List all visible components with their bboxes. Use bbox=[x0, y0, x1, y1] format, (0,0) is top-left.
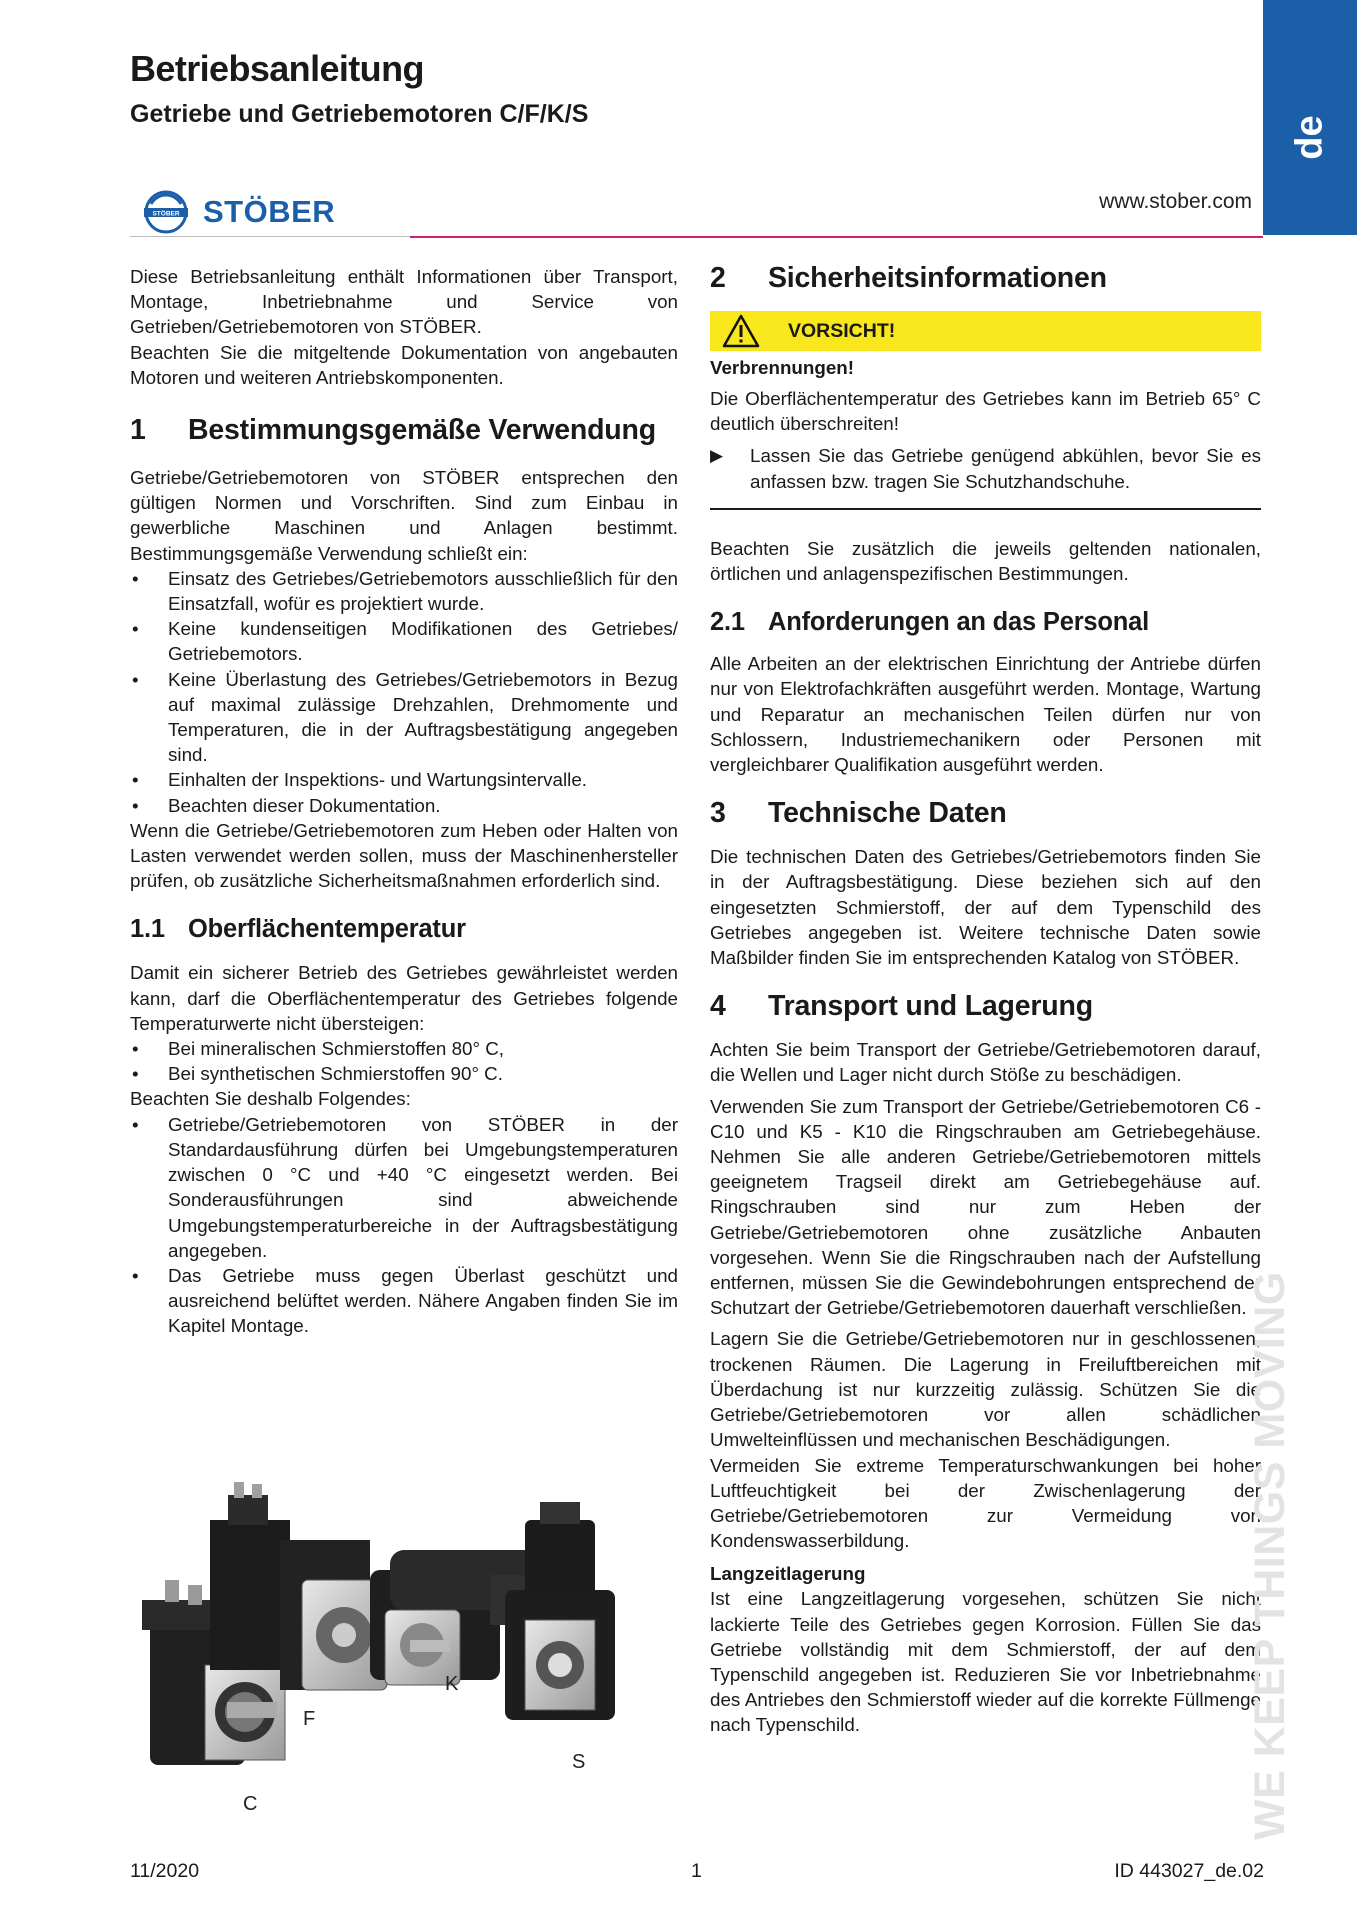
warning-paragraph: Die Oberflächentemperatur des Getriebes kann im Betrieb 65° C deutlich überschreiten! bbox=[710, 388, 1261, 435]
logo-mini-text: STÖBER bbox=[152, 210, 180, 218]
brand-claim-vertical: WE KEEP THINGS MOVING bbox=[1246, 1271, 1294, 1840]
section-1-heading bbox=[130, 414, 678, 447]
list-item: • Bei synthetischen Schmierstoffen 90° C. bbox=[130, 1061, 678, 1086]
left-column bbox=[130, 264, 678, 1339]
section-1-paragraph-2: Wenn die Getriebe/Getriebemotoren zum Heben oder Halten von Lasten verwendet werden sollen, muss der Maschinenhersteller prüfen, ob zusätzliche Sicherheitsmaßnahmen erforderlich sind. bbox=[130, 819, 678, 892]
product-figure bbox=[130, 1480, 710, 1835]
language-code: de bbox=[1288, 115, 1331, 160]
list-item: • Keine Überlastung des Getriebes/Getriebemotors in Bezug auf maximal zulässige Drehzahlen, Drehmomente und Temperaturen, die in der Auftragsbestätigung angegeben sind. bbox=[130, 667, 678, 768]
section-4-paragraph-4: Vermeiden Sie extreme Temperaturschwankungen bei hoher Luftfeuchtigkeit bei der Zwischenlagerung der Getriebe/Getriebemotoren zur Vermeidung von Kondenswasserbildung. bbox=[710, 1454, 1261, 1552]
header-rule-pink bbox=[410, 236, 1263, 238]
footer-page-number: 1 bbox=[691, 1860, 702, 1882]
list-item: • Getriebe/Getriebemotoren von STÖBER in der Standardausführung dürfen bei Umgebungstemperaturen zwischen 0 °C und +40 °C eingesetzt werden. Bei Sonderausführungen sind abweichende Umgebungstemperaturbereiche in der Auftragsbestätigung angegeben. bbox=[130, 1112, 678, 1263]
section-number: 1 bbox=[130, 414, 146, 447]
warning-separator bbox=[710, 508, 1261, 510]
brand-name: STÖBER bbox=[203, 194, 336, 229]
warning-banner bbox=[710, 311, 1261, 351]
figure-label-c: C bbox=[243, 1793, 258, 1815]
hazard-title: Verbrennungen! bbox=[710, 357, 855, 378]
section-3-heading bbox=[710, 797, 1261, 830]
language-tab bbox=[1263, 0, 1357, 235]
section-number: 2 bbox=[710, 262, 726, 294]
gear-unit-f-icon bbox=[210, 1482, 387, 1690]
stober-logo-icon bbox=[143, 190, 189, 234]
warning-triangle-icon bbox=[722, 314, 760, 348]
section-1-1-bullet-list-2 bbox=[130, 1112, 678, 1339]
section-number: 3 bbox=[710, 797, 726, 830]
footer-document-id: ID 443027_de.02 bbox=[1114, 1860, 1264, 1882]
section-1-1-bullet-list-1 bbox=[130, 1036, 678, 1086]
safety-action bbox=[710, 443, 1261, 493]
section-3-paragraph: Die technischen Daten des Getriebes/Getriebemotors finden Sie in der Auftragsbestätigung. Diese beziehen sich auf den eingesetzten Schmierstoff, der auf dem Typenschild des Getriebes angegeben ist. Weitere technische Daten sowie Maßbilder finden Sie im entsprechenden Katalog von STÖBER. bbox=[710, 846, 1261, 969]
section-title: Oberflächentemperatur bbox=[188, 915, 466, 944]
website-url: www.stober.com bbox=[1099, 190, 1252, 213]
section-2-1-paragraph: Alle Arbeiten an der elektrischen Einrichtung der Antriebe dürfen nur von Elektrofachkräften ausgeführt werden. Montage, Wartung und Reparatur an mechanischen Teilen dürfen nur von Schlossern, Industriemechanikern oder Personen mit vergleichbarer Qualifikation ausgeführt werden. bbox=[710, 653, 1261, 776]
action-arrow-icon: ▶ bbox=[710, 446, 724, 466]
document-title: Betriebsanleitung bbox=[130, 48, 424, 89]
document-subtitle: Getriebe und Getriebemotoren C/F/K/S bbox=[130, 100, 589, 128]
header-rule-grey bbox=[130, 236, 410, 237]
section-number: 2.1 bbox=[710, 608, 745, 637]
footer-date: 11/2020 bbox=[130, 1860, 200, 1882]
list-item: • Beachten dieser Dokumentation. bbox=[130, 793, 678, 818]
safety-action-text: Lassen Sie das Getriebe genügend abkühlen, bevor Sie es anfassen bzw. tragen Sie Schutzhandschuhe. bbox=[750, 445, 1261, 492]
section-number: 4 bbox=[710, 990, 726, 1023]
list-item: • Das Getriebe muss gegen Überlast geschützt und ausreichend belüftet werden. Nähere Angaben finden Sie im Kapitel Montage. bbox=[130, 1263, 678, 1339]
section-title: Anforderungen an das Personal bbox=[768, 608, 1150, 637]
section-title: Bestimmungsgemäße Verwendung bbox=[188, 414, 656, 447]
right-column bbox=[710, 262, 1261, 1738]
section-1-paragraph-1: Getriebe/Getriebemotoren von STÖBER entsprechen den gültigen Normen und Vorschriften. Sind zum Einbau in gewerbliche Maschinen und Anlagen bestimmt. Bestimmungsgemäße Verwendung schließt ein: bbox=[130, 467, 678, 564]
section-title: Sicherheitsinformationen bbox=[768, 262, 1107, 294]
gear-unit-s-icon bbox=[505, 1502, 615, 1720]
section-4-paragraph-1: Achten Sie beim Transport der Getriebe/Getriebemotoren darauf, die Wellen und Lager nicht durch Stöße zu beschädigen. bbox=[710, 1039, 1261, 1086]
intro-paragraph-1: Diese Betriebsanleitung enthält Informationen über Transport, Montage, Inbetriebnahme und Service von Getrieben/Getriebemotoren von STÖBER. bbox=[130, 266, 678, 338]
list-item: • Einsatz des Getriebes/Getriebemotors ausschließlich für den Einsatzfall, wofür es projektiert wurde. bbox=[130, 566, 678, 616]
section-4-paragraph-5: Ist eine Langzeitlagerung vorgesehen, schützen Sie nicht lackierte Teile des Getriebes gegen Korrosion. Füllen Sie das Getriebe vollständig mit dem Schmierstoff, der auf dem Typenschild angegeben ist. Reduzieren Sie vor Inbetriebnahme des Antriebes den Schmierstoff wieder auf die korrekte Füllmenge nach Typenschild. bbox=[710, 1588, 1261, 1736]
section-1-bullet-list bbox=[130, 566, 678, 818]
figure-label-s: S bbox=[572, 1751, 586, 1773]
figure-label-k: K bbox=[445, 1673, 459, 1695]
section-2-paragraph-2: Beachten Sie zusätzlich die jeweils geltenden nationalen, örtlichen und anlagenspezifischen Bestimmungen. bbox=[710, 537, 1261, 585]
section-2-heading bbox=[710, 262, 1261, 295]
section-4-heading bbox=[710, 990, 1261, 1023]
section-1-1-paragraph-2: Beachten Sie deshalb Folgendes: bbox=[130, 1088, 411, 1110]
list-item: • Keine kundenseitigen Modifikationen des Getriebes/ Getriebemotors. bbox=[130, 616, 678, 666]
section-number: 1.1 bbox=[130, 915, 165, 944]
section-title: Technische Daten bbox=[768, 797, 1007, 830]
section-title: Transport und Lagerung bbox=[768, 990, 1093, 1023]
section-1-1-paragraph-1: Damit ein sicherer Betrieb des Getriebes gewährleistet werden kann, darf die Oberflächentemperatur des Getriebes folgende Temperaturwerte nicht übersteigen: bbox=[130, 962, 678, 1034]
section-2-1-heading bbox=[710, 608, 1261, 637]
long-term-storage-title: Langzeitlagerung bbox=[710, 1563, 866, 1585]
section-1-1-heading bbox=[130, 915, 678, 944]
list-item: • Bei mineralischen Schmierstoffen 80° C, bbox=[130, 1036, 678, 1061]
warning-label: VORSICHT! bbox=[788, 319, 896, 342]
gear-motors-illustration bbox=[130, 1480, 710, 1835]
intro-paragraph-2: Beachten Sie die mitgeltende Dokumentation von angebauten Motoren und weiteren Antriebskomponenten. bbox=[130, 341, 678, 388]
section-4-paragraph-3: Lagern Sie die Getriebe/Getriebemotoren nur in geschlossenen, trockenen Räumen. Die Lagerung in Freiluftbereichen mit Überdachung ist nur kurzzeitig zulässig. Schützen Sie die Getriebe/Getriebemotoren vor allen schädlichen Umwelteinflüssen und mechanischen Beschädigungen. bbox=[710, 1328, 1261, 1451]
section-4-paragraph-2: Verwenden Sie zum Transport der Getriebe/Getriebemotoren C6 - C10 und K5 - K10 die Ringschrauben am Getriebegehäuse. Nehmen Sie alle anderen Getriebe/Getriebemotoren mittels geeignetem Tragseil direkt am Getriebegehäuse auf. Ringschrauben sind nur zum Heben der Getriebe/Getriebemotoren ohne zusätzliche Anbauten vorgesehen. Wenn Sie die Ringschrauben nach der Aufstellung entfernen, müssen Sie die Gewindebohrungen entsprechend der Schutzart der Getriebe/Getriebemotoren dauerhaft verschließen. bbox=[710, 1095, 1261, 1319]
figure-label-f: F bbox=[303, 1708, 316, 1730]
list-item: • Einhalten der Inspektions- und Wartungsintervalle. bbox=[130, 767, 678, 792]
stober-logo bbox=[143, 190, 335, 234]
